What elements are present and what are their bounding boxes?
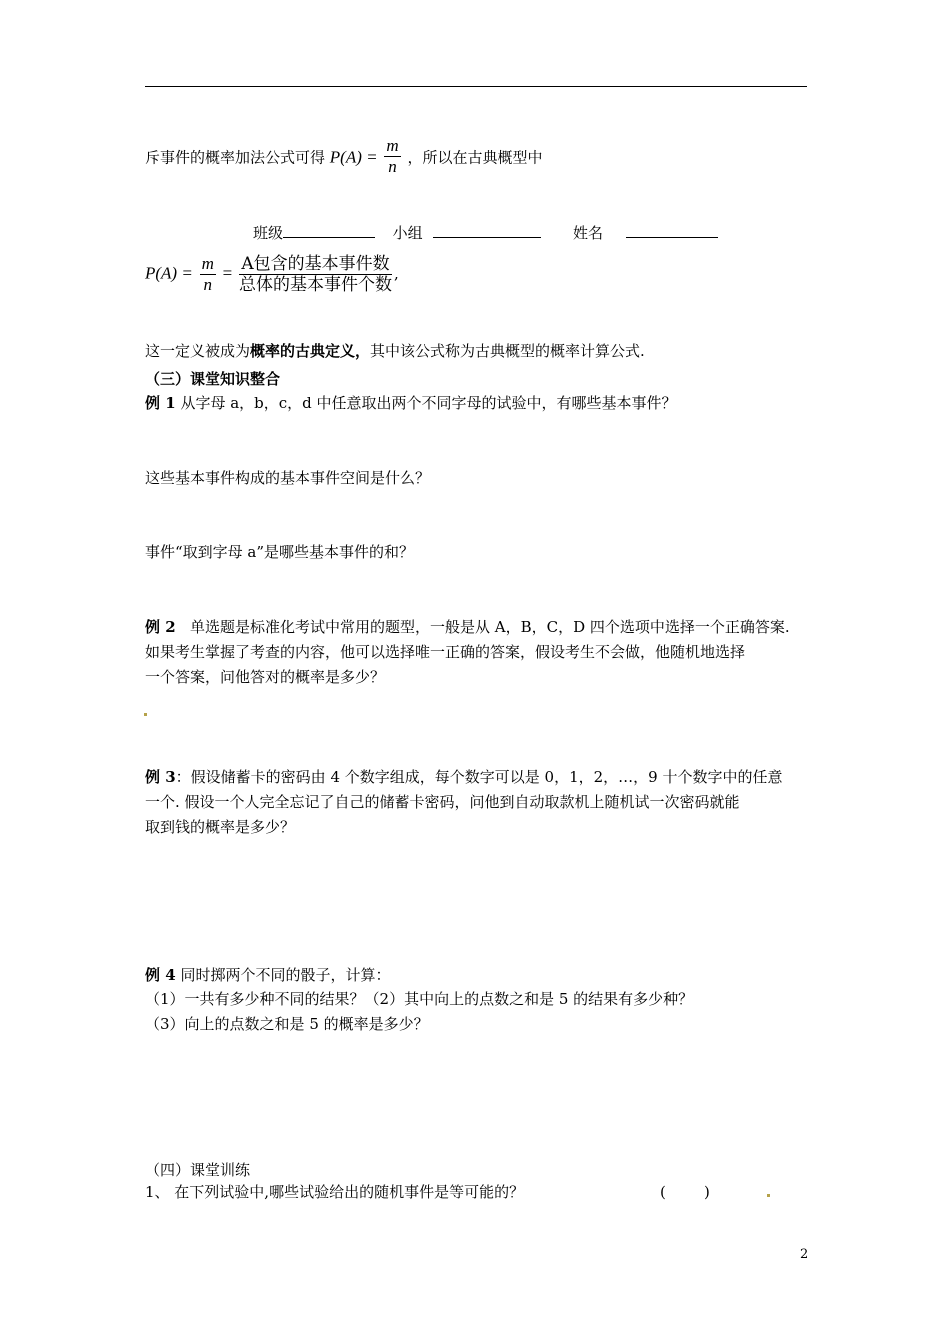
formula-denominator-text: 总体的基本事件个数 [239,275,393,295]
section-3-heading: （三）课堂知识整合 [145,370,281,388]
example-3-line-2: 一个. 假设一个人完全忘记了自己的储蓄卡密码，问他到自动取款机上随机试一次密码就能 [145,793,740,811]
class-blank[interactable] [283,223,375,238]
page-number: 2 [800,1247,809,1262]
stray-mark [144,713,147,716]
formula-fraction-events [239,254,392,295]
classical-formula [145,254,399,295]
intro-prefix: 斥事件的概率加法公式可得 [145,148,326,167]
intro-fraction-denominator: n [388,157,397,176]
intro-fraction [384,136,400,177]
formula-fraction-mn [200,254,216,295]
formula-numerator-m: m [201,254,214,273]
definition-post: 其中该公式称为古典概型的概率计算公式. [370,342,645,360]
example-4-question-1: （1）一共有多少种不同的结果？（2）其中向上的点数之和是 5 的结果有多少种？ [145,990,694,1008]
definition-term: 概率的古典定义， [250,342,371,360]
formula-equals: = [222,263,233,283]
example-1-text: 从字母 a，b，c，d 中任意取出两个不同字母的试验中，有哪些基本事件？ [175,394,677,412]
stray-mark [767,1194,770,1197]
example-4-label: 例 4 [145,966,176,984]
header-fields [253,222,718,244]
example-1-question-3: 事件“取到字母 a”是哪些基本事件的和？ [145,543,415,561]
formula-tail: , [394,264,399,283]
definition-pre: 这一定义被成为 [145,342,251,360]
example-4 [145,964,390,986]
example-2-line-2: 如果考生掌握了考查的内容，他可以选择唯一正确的答案，假设考生不会做，他随机地选择 [145,643,746,661]
example-3-line-3: 取到钱的概率是多少？ [145,818,296,836]
intro-formula-lhs: P(A) = [329,147,378,167]
formula-denominator-n: n [203,275,212,294]
intro-fraction-numerator: m [386,136,399,155]
definition-line [145,340,645,362]
class-label: 班级 [253,224,284,242]
header-rule [145,86,807,87]
intro-line [145,138,542,179]
example-4-text: 同时掷两个不同的骰子，计算： [175,966,391,984]
intro-suffix: ，所以在古典概型中 [407,148,543,167]
section-4-heading: （四）课堂训练 [145,1161,251,1179]
example-4-question-2: （3）向上的点数之和是 5 的概率是多少？ [145,1015,429,1033]
example-2-line-3: 一个答案，问他答对的概率是多少？ [145,668,386,686]
example-2-text-1: 单选题是标准化考试中常用的题型，一般是从 A，B，C，D 四个选项中选择一个正确答案. [175,618,790,636]
example-1 [145,392,677,414]
group-label: 小组 [392,224,423,242]
example-1-label: 例 1 [145,394,176,412]
formula-lhs: P(A) = [145,263,193,283]
formula-numerator-text: A包含的基本事件数 [239,254,392,275]
group-blank[interactable] [433,223,541,238]
exercise-1 [145,1181,524,1203]
example-2-line-1 [145,616,790,638]
answer-parentheses[interactable]: ( ) [660,1183,710,1201]
example-2-label: 例 2 [145,618,176,636]
exercise-1-text: 1、 在下列试验中,哪些试验给出的随机事件是等可能的？ [145,1183,525,1201]
example-3-label: 例 3 [145,768,176,786]
name-label: 姓名 [572,224,603,242]
name-blank[interactable] [626,223,718,238]
example-3-text-1: ：假设储蓄卡的密码由 4 个数字组成，每个数字可以是 0，1，2，…，9 十个数字中的任意 [175,768,783,786]
example-3-line-1 [145,766,782,788]
example-1-question-2: 这些基本事件构成的基本事件空间是什么？ [145,469,431,487]
